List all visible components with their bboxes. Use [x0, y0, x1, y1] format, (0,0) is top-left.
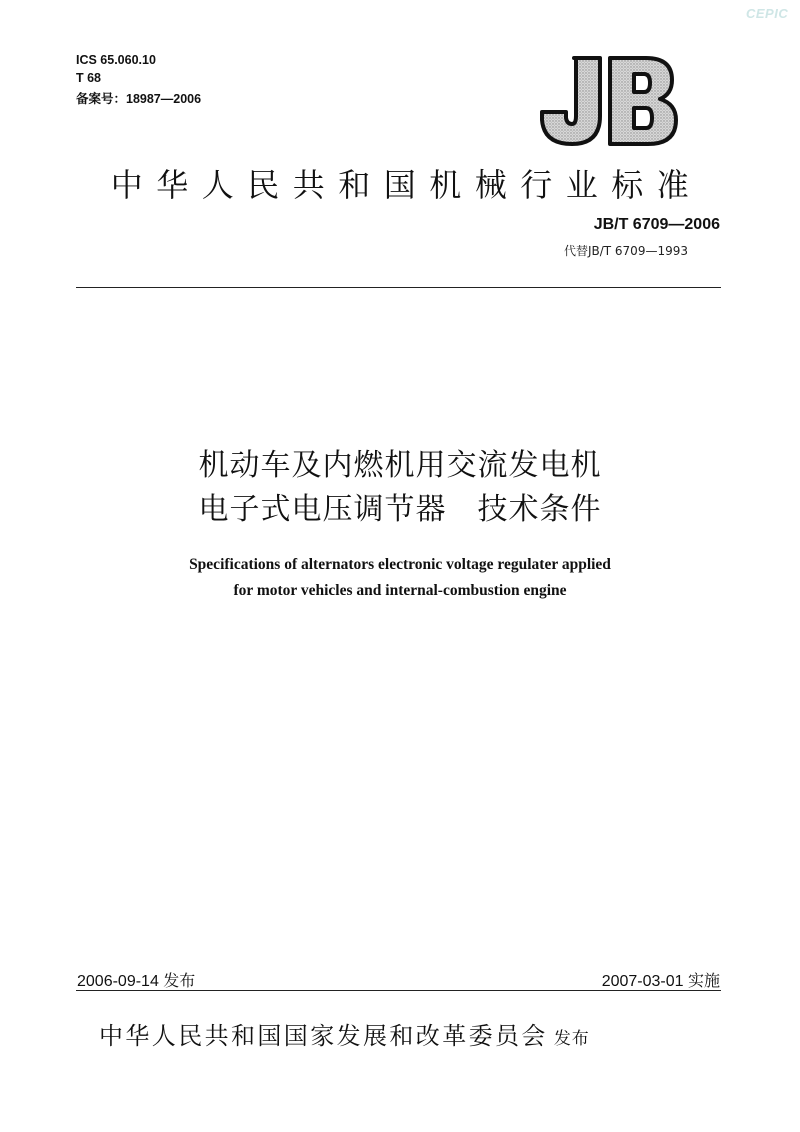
document-title-cn-line1: 机动车及内燃机用交流发电机	[198, 448, 602, 483]
issuer-name: 中华人民共和国国家发展和改革委员会	[99, 1022, 548, 1050]
record-number: 备案号：18987—2006	[76, 92, 202, 106]
document-title-en-line2: for motor vehicles and internal-combustion engine	[233, 582, 567, 599]
document-title-en-line1: Specifications of alternators electronic voltage regulater applied	[189, 556, 611, 573]
footer-divider	[76, 990, 721, 991]
issuer	[99, 1016, 590, 1051]
header-divider	[76, 287, 721, 288]
publish-date: 2006-09-14 发布	[77, 973, 196, 990]
classification-code: T 68	[76, 71, 102, 85]
effective-date: 2007-03-01 实施	[601, 973, 720, 990]
standard-number-text: JB/T 6709—2006	[593, 216, 720, 233]
ics-code: ICS 65.060.10	[76, 53, 156, 67]
watermark-logo: CEPIC	[746, 6, 789, 21]
replaces-standard: 代替JB/T 6709—1993	[563, 244, 688, 258]
standard-title: 中华人民共和国机械行业标准	[110, 166, 703, 204]
jb-logo	[534, 54, 682, 148]
document-title-cn-line2: 电子式电压调节器 技术条件	[198, 492, 602, 527]
standard-number	[594, 216, 720, 234]
issuer-suffix: 发布	[553, 1029, 590, 1049]
